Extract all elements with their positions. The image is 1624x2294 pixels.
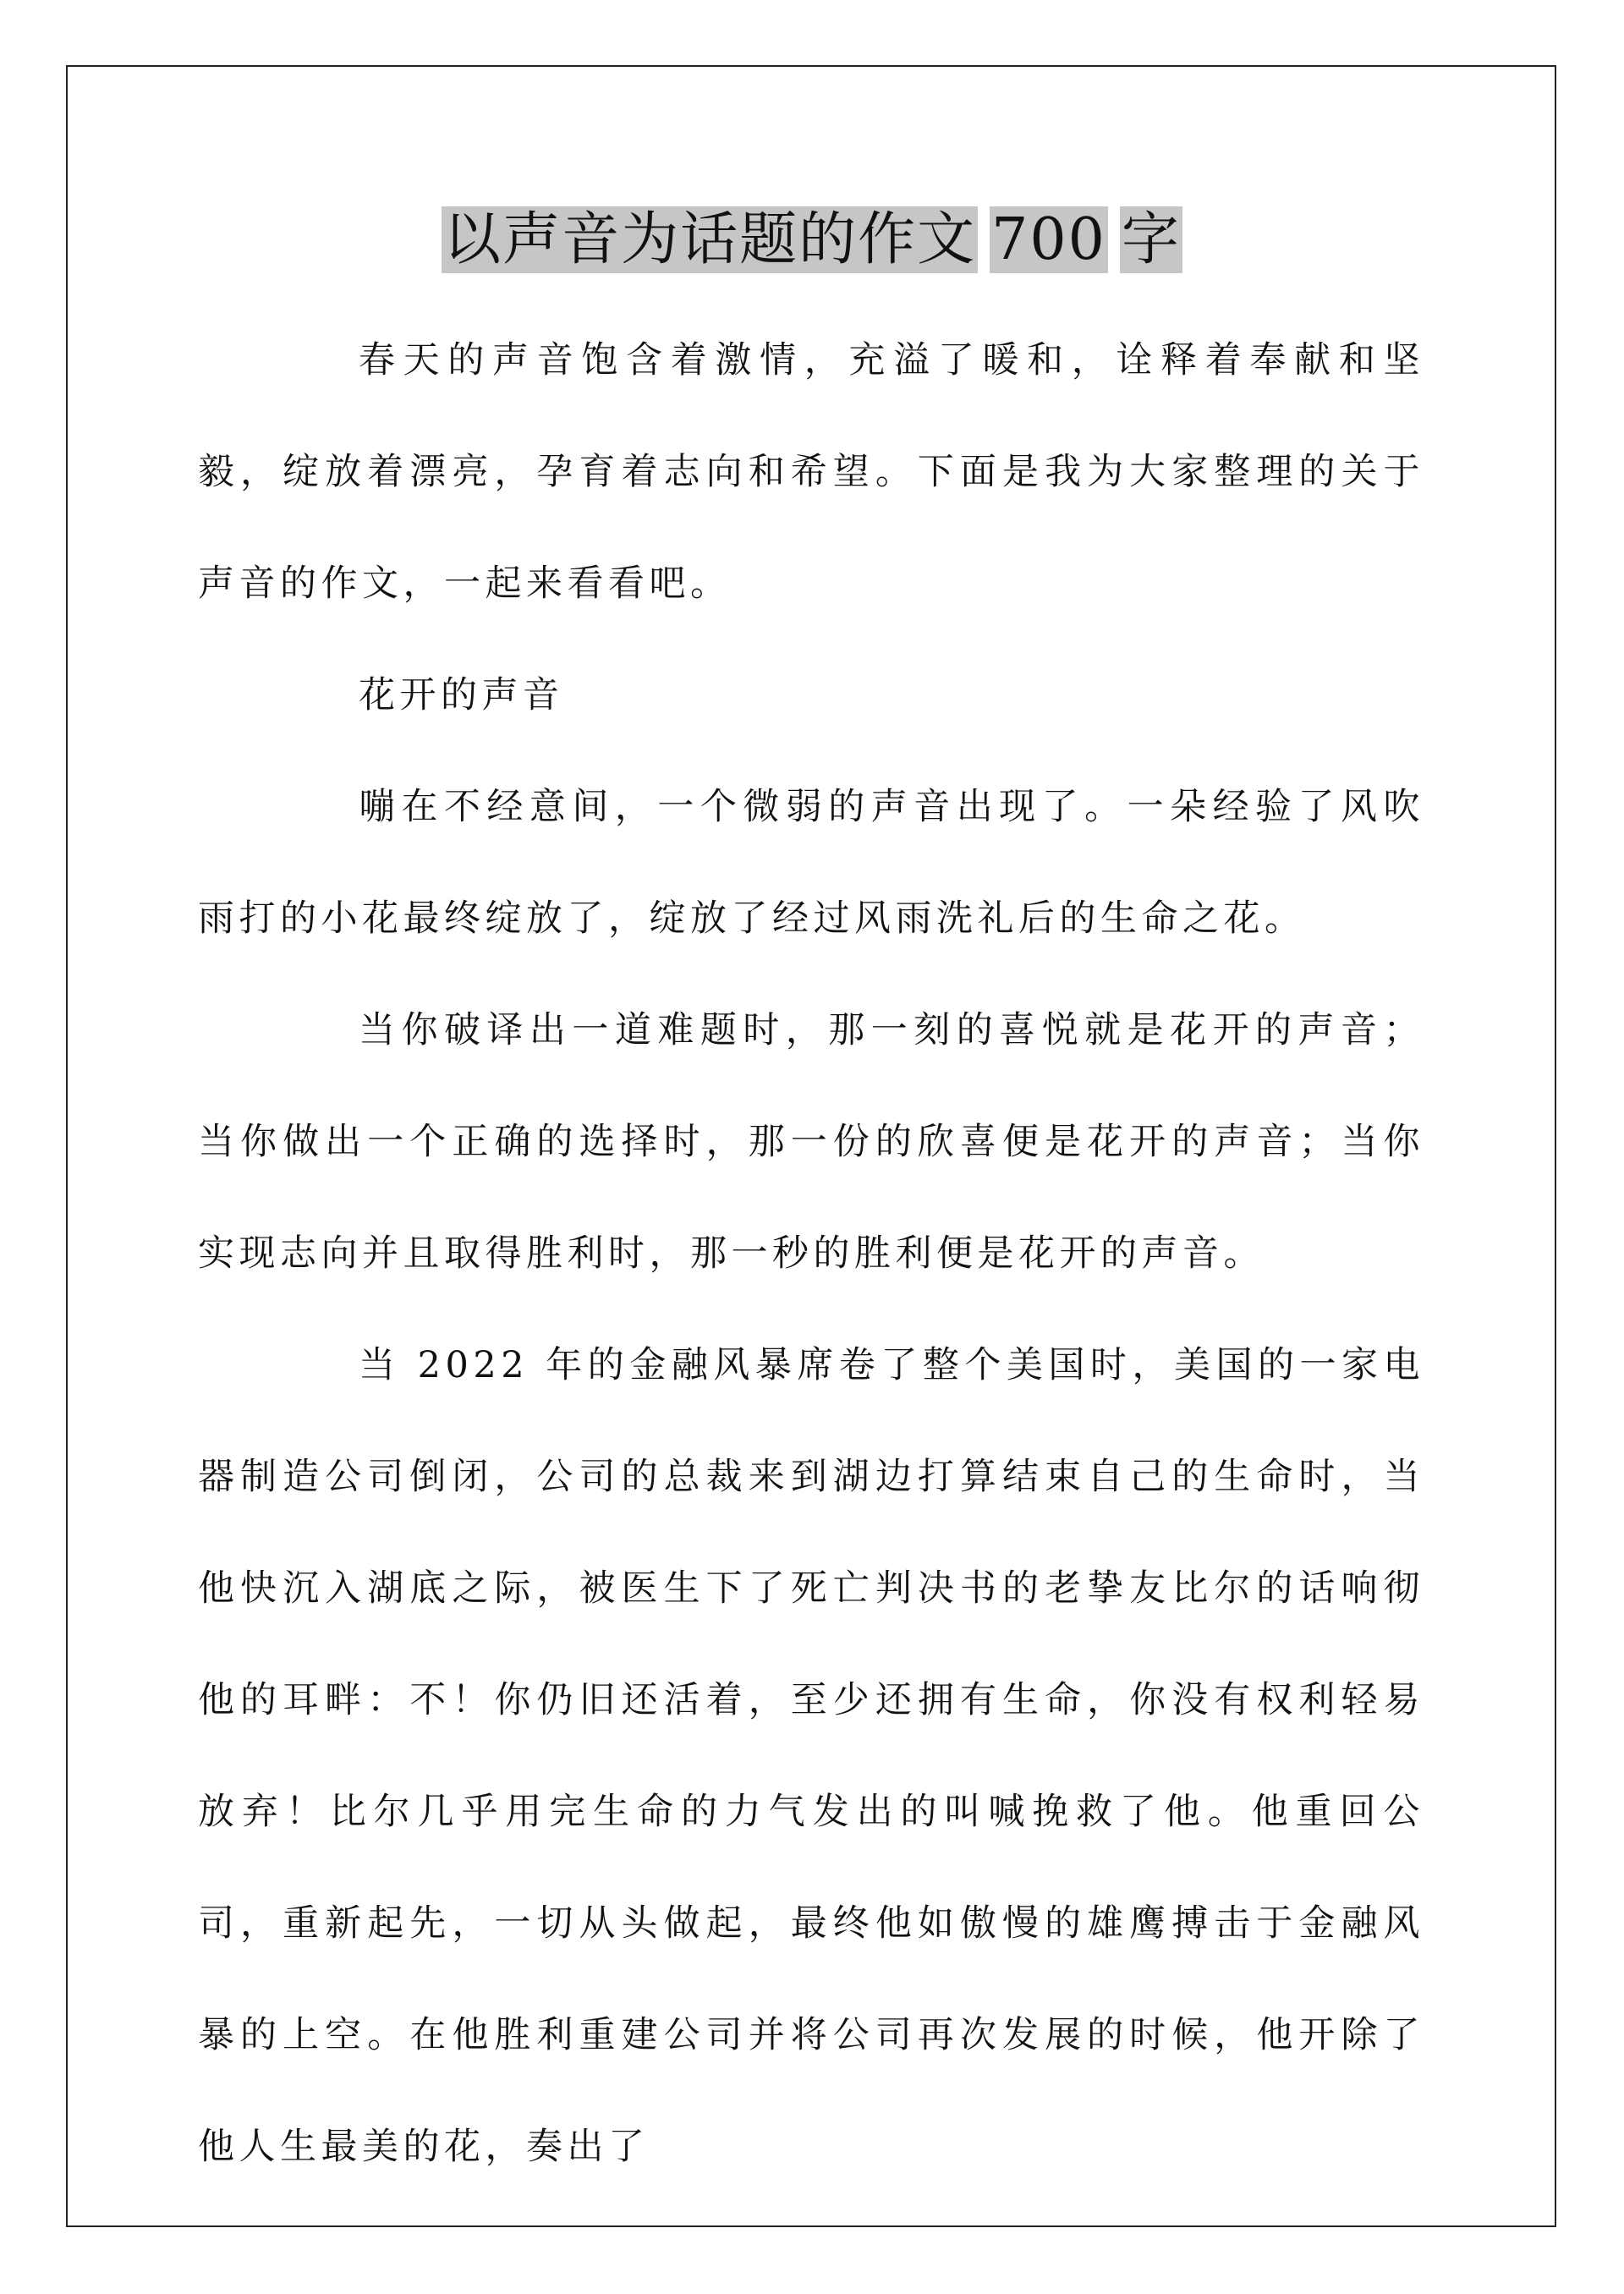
section-heading: 花开的声音 bbox=[359, 674, 564, 716]
paragraph: 当 2022 年的金融风暴席卷了整个美国时，美国的一家电器制造公司倒闭，公司的总裁来到湖边打算结束自己的生命时，当他快沉入湖底之际，被医生下了死亡判决书的老挚友比尔的话响彻他的耳畔：不！你仍旧还活着，至少还拥有生命，你没有权利轻易放弃！比尔几乎用完生命的力气发出的叫喊挽救了他。他重回公司，重新起先，一切从头做起，最终他如傲慢的雄鹰搏击于金融风暴的上空。在他胜利重建公司并将公司再次发展的时候，他开除了他人生最美的花，奏出了 bbox=[198, 1344, 1424, 2168]
document-title bbox=[0, 203, 1624, 277]
title-text: 以声音为话题的作文 bbox=[443, 206, 977, 273]
title-suffix: 字 bbox=[1121, 206, 1181, 273]
document-body bbox=[198, 305, 1424, 2203]
title-number: 700 bbox=[991, 206, 1106, 273]
paragraph: 当你破译出一道难题时，那一刻的喜悦就是花开的声音；当你做出一个正确的选择时，那一份的欣喜便是花开的声音；当你实现志向并且取得胜利时，那一秒的胜利便是花开的声音。 bbox=[198, 1009, 1424, 1275]
paragraph: 嘣在不经意间，一个微弱的声音出现了。一朵经验了风吹雨打的小花最终绽放了，绽放了经过风雨洗礼后的生命之花。 bbox=[198, 786, 1424, 940]
paragraph-intro: 春天的声音饱含着激情，充溢了暖和，诠释着奉献和坚毅，绽放着漂亮，孕育着志向和希望。下面是我为大家整理的关于声音的作文，一起来看看吧。 bbox=[198, 339, 1424, 605]
